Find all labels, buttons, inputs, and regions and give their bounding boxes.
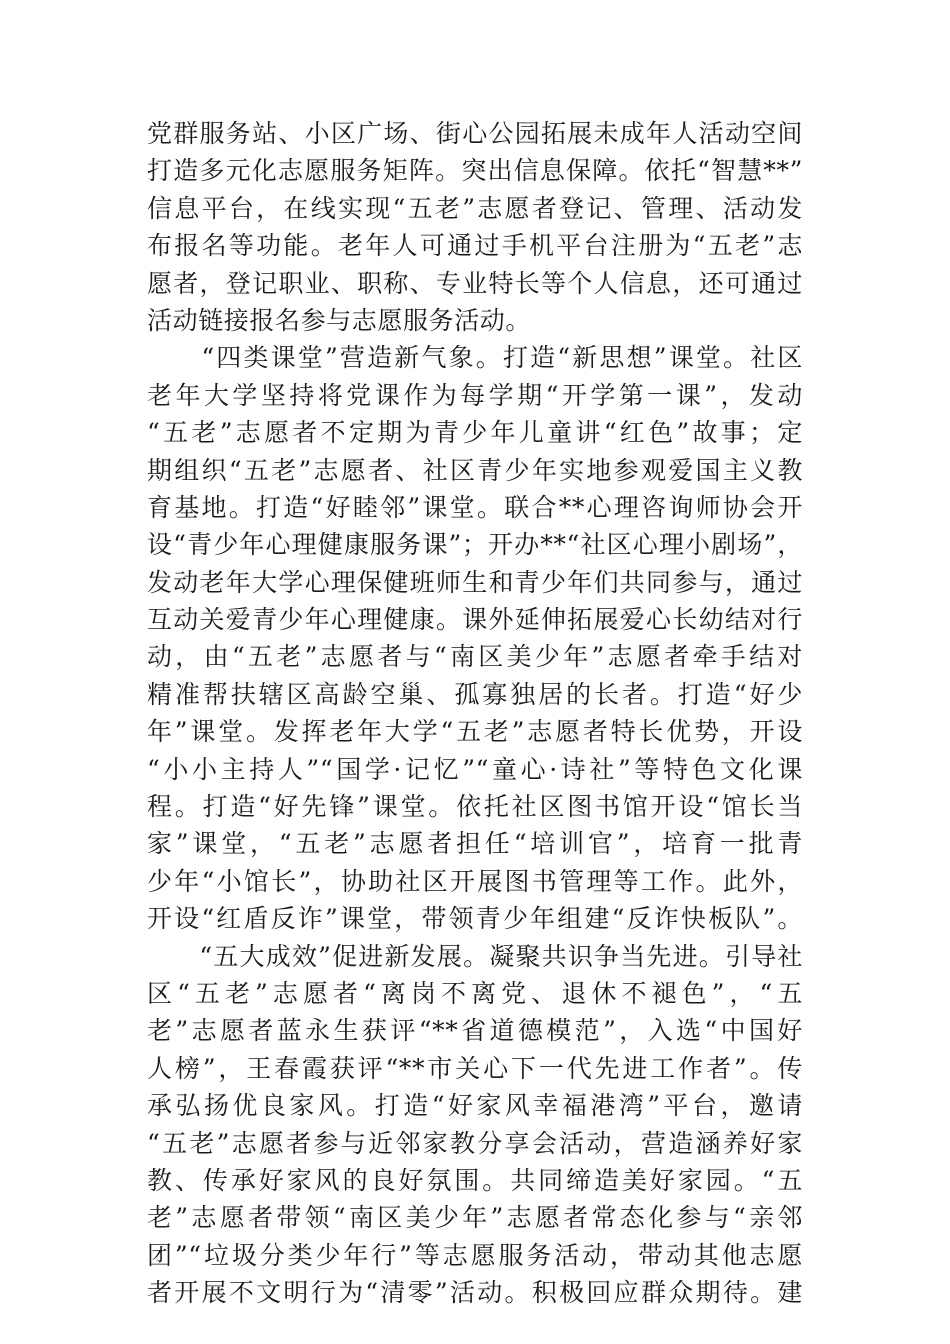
text-line: 年”课堂。发挥老年大学“五老”志愿者特长优势，开设 — [147, 717, 803, 747]
text-line: 愿者，登记职业、职称、专业特长等个人信息，还可通过 — [147, 268, 803, 298]
text-line: 老”志愿者蓝永生获评“**省道德模范”，入选“中国好 — [147, 1016, 803, 1046]
text-line: “五老”志愿者参与近邻家教分享会活动，营造涵养好家 — [147, 1128, 803, 1158]
text-line: 程。打造“好先锋”课堂。依托社区图书馆开设“馆长当 — [147, 792, 803, 822]
text-line: “小小主持人”“国学·记忆”“童心·诗社”等特色文化课 — [147, 754, 803, 784]
text-line: 设“青少年心理健康服务课”；开办**“社区心理小剧场”， — [147, 530, 803, 560]
text-line: 区“五老”志愿者“离岗不离党、退休不褪色”，“五 — [147, 978, 803, 1008]
text-line: 开设“红盾反诈”课堂，带领青少年组建“反诈快板队”。 — [147, 904, 803, 934]
text-line: 少年“小馆长”，协助社区开展图书管理等工作。此外， — [147, 866, 803, 896]
text-line: 家”课堂，“五老”志愿者担任“培训官”，培育一批青 — [147, 829, 803, 859]
text-line: 信息平台，在线实现“五老”志愿者登记、管理、活动发 — [147, 193, 803, 223]
text-line: 党群服务站、小区广场、街心公园拓展未成年人活动空间 — [147, 119, 803, 148]
text-line: 老年大学坚持将党课作为每学期“开学第一课”，发动 — [147, 380, 803, 410]
text-line: 者开展不文明行为“清零”活动。积极回应群众期待。建 — [147, 1278, 803, 1308]
text-line: 承弘扬优良家风。打造“好家风幸福港湾”平台，邀请 — [147, 1091, 803, 1121]
text-line: 布报名等功能。老年人可通过手机平台注册为“五老”志 — [147, 231, 803, 261]
text-line: 团”“垃圾分类少年行”等志愿服务活动，带动其他志愿 — [147, 1240, 803, 1270]
body-text — [147, 115, 803, 1312]
text-line: 打造多元化志愿服务矩阵。突出信息保障。依托“智慧**” — [147, 156, 803, 186]
text-line: 精准帮扶辖区高龄空巢、孤寡独居的长者。打造“好少 — [147, 679, 803, 709]
text-line: 动，由“五老”志愿者与“南区美少年”志愿者牵手结对 — [147, 642, 803, 672]
paragraph-heading-line: “四类课堂”营造新气象。打造“新思想”课堂。社区 — [147, 343, 803, 373]
text-line: 期组织“五老”志愿者、社区青少年实地参观爱国主义教 — [147, 455, 803, 485]
text-line: 教、传承好家风的良好氛围。共同缔造美好家园。“五 — [147, 1165, 803, 1195]
paragraph-heading-line: “五大成效”促进新发展。凝聚共识争当先进。引导社 — [147, 941, 803, 971]
text-line: 老”志愿者带领“南区美少年”志愿者常态化参与“亲邻 — [147, 1203, 803, 1233]
text-line: 育基地。打造“好睦邻”课堂。联合**心理咨询师协会开 — [147, 492, 803, 522]
text-line: 发动老年大学心理保健班师生和青少年们共同参与，通过 — [147, 567, 803, 597]
text-line: “五老”志愿者不定期为青少年儿童讲“红色”故事；定 — [147, 418, 803, 448]
text-line: 互动关爱青少年心理健康。课外延伸拓展爱心长幼结对行 — [147, 605, 803, 635]
text-line: 人榜”，王春霞获评“**市关心下一代先进工作者”。传 — [147, 1053, 803, 1083]
text-line: 活动链接报名参与志愿服务活动。 — [147, 305, 532, 335]
